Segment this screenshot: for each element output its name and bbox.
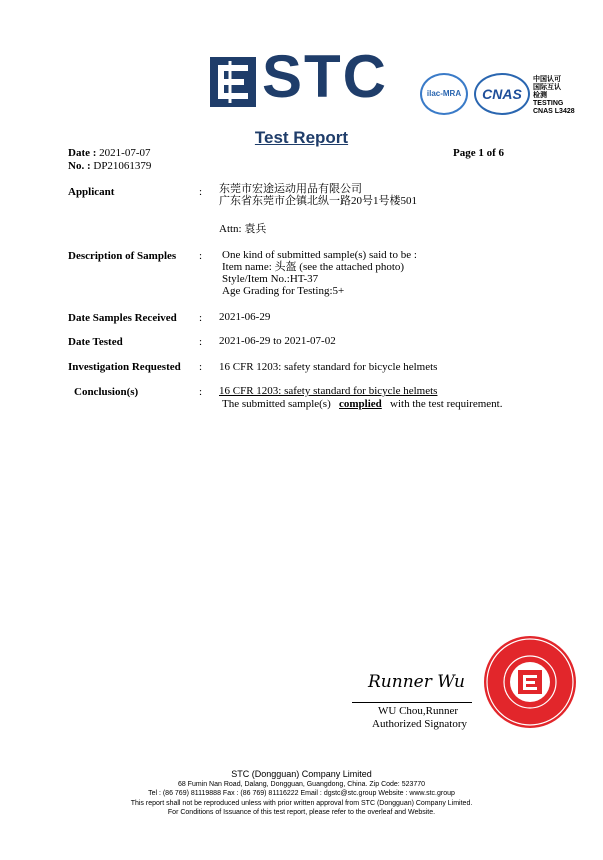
signature-line — [352, 702, 472, 703]
tested-label: Date Tested — [68, 336, 123, 348]
cnas-note: 中国认可 国际互认 检测 TESTING CNAS L3428 — [533, 76, 575, 115]
colon: : — [199, 361, 203, 373]
colon: : — [199, 312, 203, 324]
conclusion-standard: 16 CFR 1203: safety standard for bicycle helmets — [219, 385, 438, 397]
received-value: 2021-06-29 — [219, 311, 271, 323]
conclusion-label: Conclusion(s) — [74, 386, 139, 398]
report-number: No. : DP21061379 — [68, 160, 152, 172]
cnas-logo: CNAS — [474, 73, 530, 115]
description-label: Description of Samples — [68, 250, 177, 262]
conclusion-statement: The submitted sample(s) complied with the test requirement. — [222, 398, 503, 410]
footer-company: STC (Dongguan) Company Limited — [231, 769, 372, 779]
description-value: One kind of submitted sample(s) said to be : Item name: 头盔 (see the attached photo) Style/Item No.:HT-37 Age Grading for Testing:5+ — [222, 249, 417, 297]
handwritten-signature: Runner Wu — [368, 672, 465, 692]
report-date: Date : 2021-07-07 — [68, 147, 151, 159]
colon: : — [199, 386, 203, 398]
investigation-label: Investigation Requested — [68, 361, 181, 373]
applicant-label: Applicant — [68, 186, 115, 198]
footer-notice: This report shall not be reproduced unless with prior written approval from STC (Dongguan) Company Limited. — [130, 799, 473, 807]
attn: Attn: 袁兵 — [219, 223, 267, 235]
received-label: Date Samples Received — [68, 312, 177, 324]
colon: : — [199, 250, 203, 262]
applicant-value: 东莞市宏途运动用品有限公司 广东省东莞市企镇北纵一路20号1号楼501 — [219, 183, 417, 207]
stc-logo-mark — [210, 57, 256, 107]
footer-contact: Tel : (86 769) 81119888 Fax : (86 769) 81116222 Email : dgstc@stc.group Website : www.stc.group — [148, 790, 455, 797]
footer — [0, 770, 603, 818]
colon: : — [199, 186, 203, 198]
complied-word: complied — [339, 398, 382, 410]
tested-value: 2021-06-29 to 2021-07-02 — [219, 335, 336, 347]
company-seal — [484, 636, 576, 728]
footer-notice: For Conditions of Issuance of this test report, please refer to the overleaf and Website. — [167, 809, 436, 816]
brand-name: STC — [262, 43, 388, 110]
investigation-value: 16 CFR 1203: safety standard for bicycle helmets — [219, 361, 438, 373]
page-indicator: Page 1 of 6 — [453, 147, 505, 159]
footer-address: 68 Fumin Nan Road, Dalang, Dongguan, Guangdong, China. Zip Code: 523770 — [177, 780, 426, 788]
page-title: Test Report — [254, 128, 349, 147]
signatory-name: WU Chou,Runner — [378, 705, 459, 717]
signatory-title: Authorized Signatory — [372, 718, 468, 730]
colon: : — [199, 336, 203, 348]
ilac-mra-logo: ilac-MRA — [420, 73, 468, 115]
